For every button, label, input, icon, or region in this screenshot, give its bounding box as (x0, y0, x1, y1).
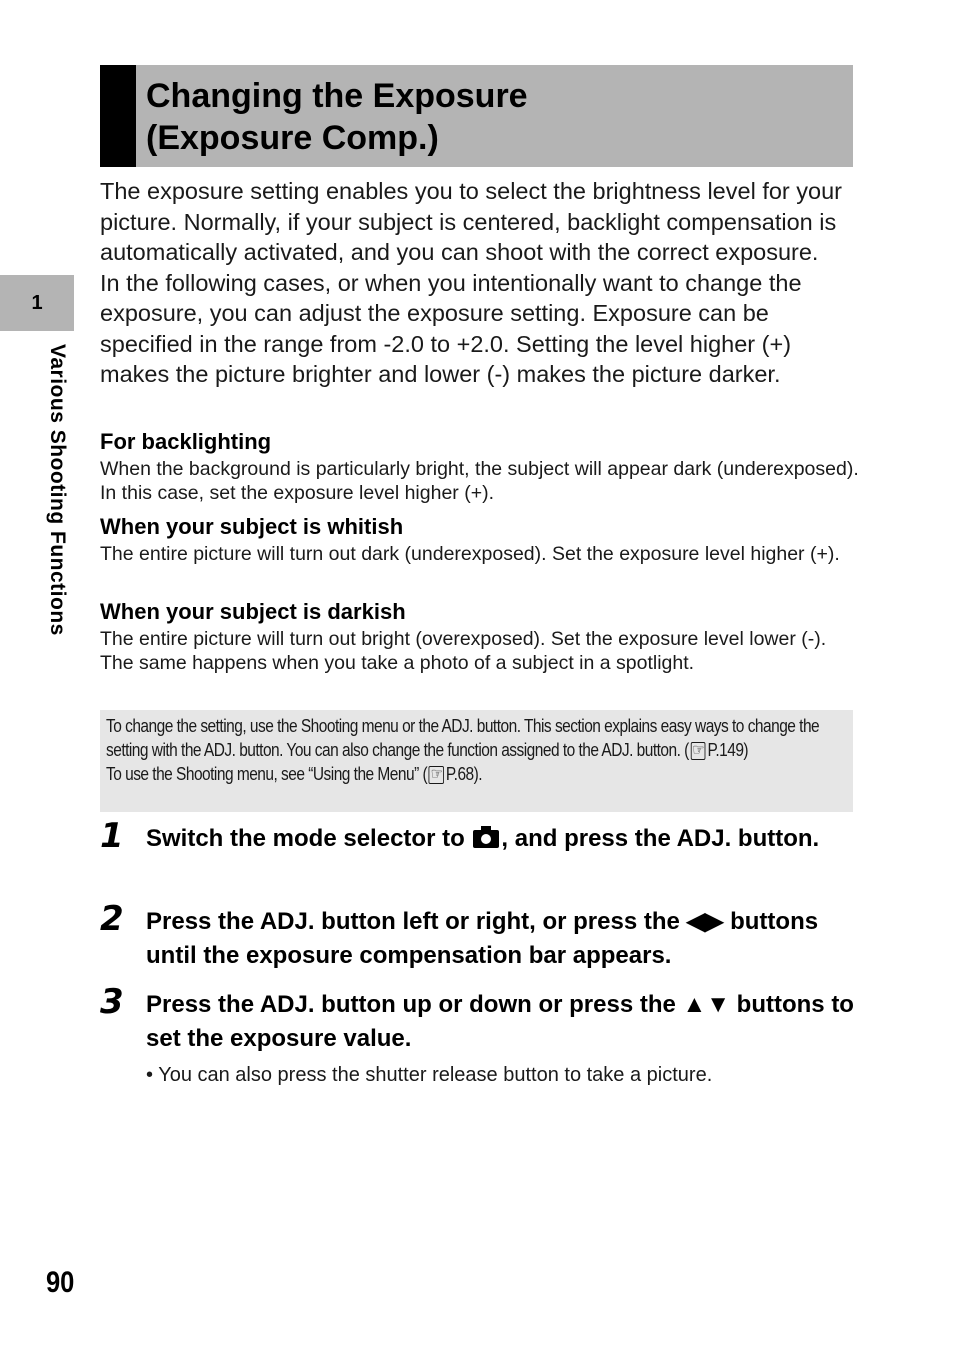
title-box (100, 65, 853, 167)
note-text (106, 714, 851, 786)
note-box (100, 710, 853, 812)
intro-text (100, 176, 860, 390)
title-accent-bar (100, 65, 136, 167)
step-text (146, 822, 861, 856)
note-line-2 (106, 762, 851, 786)
note-line-2-ref: P.68). (445, 764, 483, 784)
note-line-1 (106, 714, 851, 762)
case-heading: When your subject is darkish (100, 599, 406, 624)
chapter-number: 1 (31, 292, 43, 314)
case-darkish (100, 597, 860, 675)
step-text: Press the ADJ. button up or down or press the ▲▼ buttons to set the exposure value. (146, 991, 854, 1052)
note-line-2-text: To use the Shooting menu, see “Using the Menu” ( (106, 764, 428, 784)
step-1-text-post: , and press the ADJ. button. (501, 825, 820, 852)
case-heading: When your subject is whitish (100, 514, 404, 539)
intro-paragraph-2: In the following cases, or when you intentionally want to change the exposure, you can adjust the exposure setting. Exposure can be specified in the range from -2.0 to +2.0. Setting the level higher (+) makes the picture brighter and lower (-) makes the picture darker. (100, 269, 802, 387)
step-number: 1 (100, 816, 124, 856)
case-heading: For backlighting (100, 429, 272, 454)
bullet-note: • You can also press the shutter release button to take a picture. (146, 1064, 713, 1086)
step-number: 3 (100, 982, 124, 1022)
title-line-2: (Exposure Comp.) (146, 119, 439, 157)
note-line-1-ref: P.149) (707, 740, 749, 760)
case-backlighting (100, 427, 860, 505)
step-text: Press the ADJ. button left or right, or press the ◀▶ buttons until the exposure compensation bar appears. (146, 908, 819, 969)
page-title (146, 75, 528, 159)
reference-icon: ☞ (430, 766, 443, 783)
case-body-extra: The same happens when you take a photo of a subject in a spotlight. (100, 652, 695, 674)
reference-icon: ☞ (692, 742, 705, 759)
title-line-1: Changing the Exposure (146, 77, 528, 115)
camera-icon (473, 826, 499, 848)
step-number: 2 (100, 899, 124, 939)
case-body: The entire picture will turn out bright (overexposed). Set the exposure level lower (-). (100, 628, 827, 650)
page-number: 90 (46, 1266, 75, 1299)
case-body: When the background is particularly bright, the subject will appear dark (underexposed). In this case, set the exposure level higher (+). (100, 458, 859, 504)
case-whitish (100, 512, 860, 566)
step-1-text-pre: Switch the mode selector to (146, 825, 472, 852)
chapter-label: Various Shooting Functions (46, 344, 69, 636)
note-line-1-text: To change the setting, use the Shooting menu or the ADJ. button. This section explains easy ways to change the setting with the ADJ. button. You can also change the function assigned to the ADJ. button. ( (106, 716, 820, 760)
intro-paragraph-1: The exposure setting enables you to select the brightness level for your picture. Normally, if your subject is centered, backlight compensation is automatically activated, and you can shoot with the correct exposure. (100, 178, 842, 265)
chapter-tab (0, 275, 74, 331)
case-body: The entire picture will turn out dark (underexposed). Set the exposure level higher (+). (100, 543, 840, 565)
